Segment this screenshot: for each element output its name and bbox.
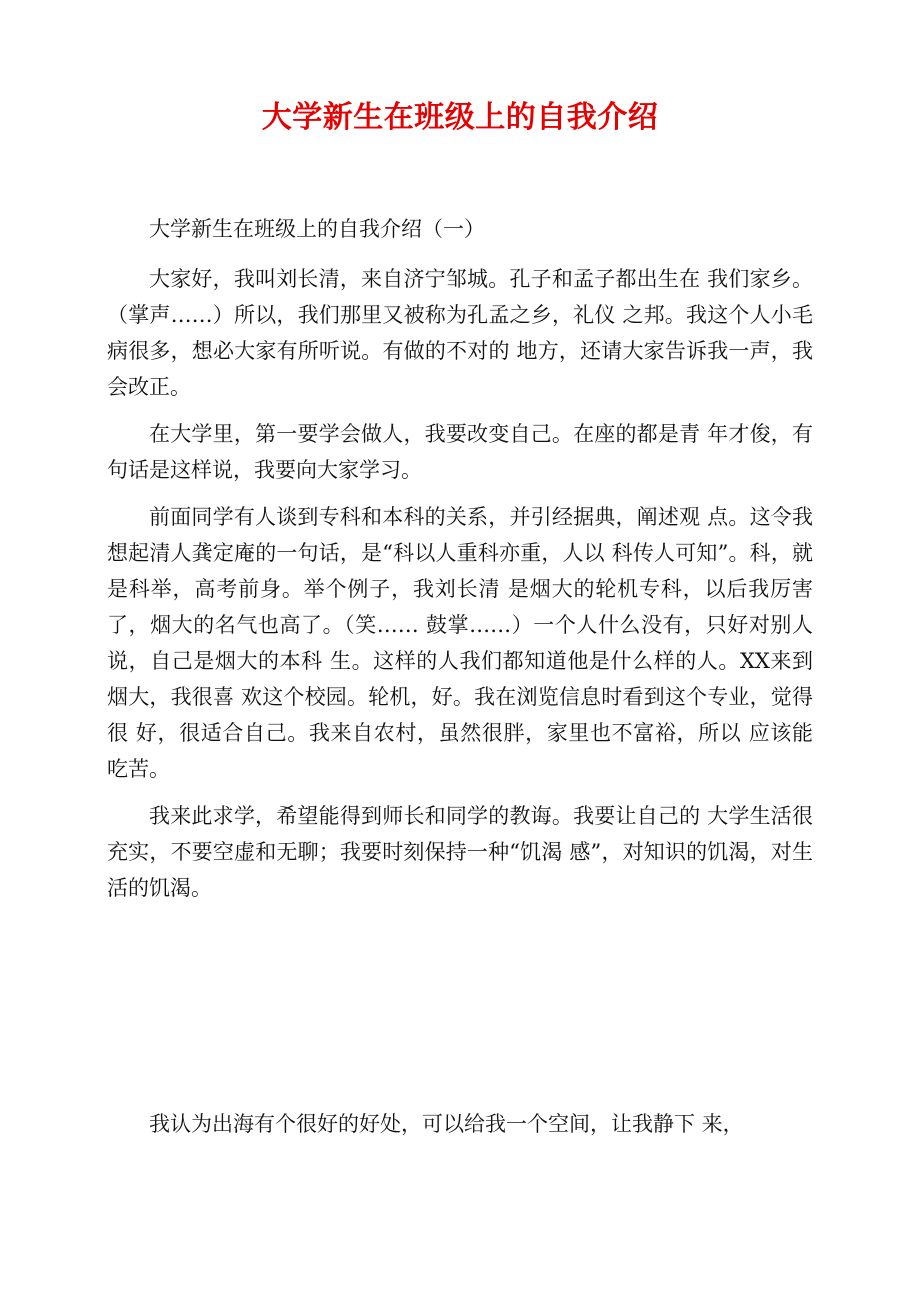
subtitle-text: 大学新生在班级上的自我介绍（一） xyxy=(149,217,485,241)
paragraph-5: 我认为出海有个很好的好处，可以给我一个空间，让我静下 来， xyxy=(149,1112,744,1136)
paragraph-4: 我来此求学，希望能得到师长和同学的教诲。我要让自己的 大学生活很充实，不要空虚和无聊；我要时刻保持一种“饥渴 感”，对知识的饥渴，对生活的饥渴。 xyxy=(107,804,813,900)
paragraph-1: 大家好，我叫刘长清，来自济宁邹城。孔子和孟子都出生在 我们家乡。（掌声……）所以，我们那里又被称为孔孟之乡，礼仪 之邦。我这个人小毛病很多，想必大家有所听说。有做的不对的 地方，还请大家告诉我一声，我会改正。 xyxy=(107,267,813,399)
paragraph-3: 前面同学有人谈到专科和本科的关系，并引经据典，阐述观 点。这令我想起清人龚定庵的一句话，是“科以人重科亦重，人以 科传人可知”。科，就是科举，高考前身。举个例子，我刘长清 是烟大的轮机专科，以后我厉害了，烟大的名气也高了。（笑…… 鼓掌……）一个人什么没有，只好对别人说，自己是烟大的本科 生。这样的人我们都知道他是什么样的人。XX来到烟大，我很喜 欢这个校园。轮机，好。我在浏览信息时看到这个专业，觉得很 好，很适合自己。我来自农村，虽然很胖，家里也不富裕，所以 应该能吃苦。 xyxy=(107,505,813,781)
section-subtitle xyxy=(107,211,813,247)
paragraph-2: 在大学里，第一要学会做人，我要改变自己。在座的都是青 年才俊，有句话是这样说，我要向大家学习。 xyxy=(107,422,813,482)
trailing-paragraph xyxy=(107,1106,813,1142)
document-title: 大学新生在班级上的自我介绍 xyxy=(261,100,659,135)
body-paragraphs xyxy=(107,261,813,917)
